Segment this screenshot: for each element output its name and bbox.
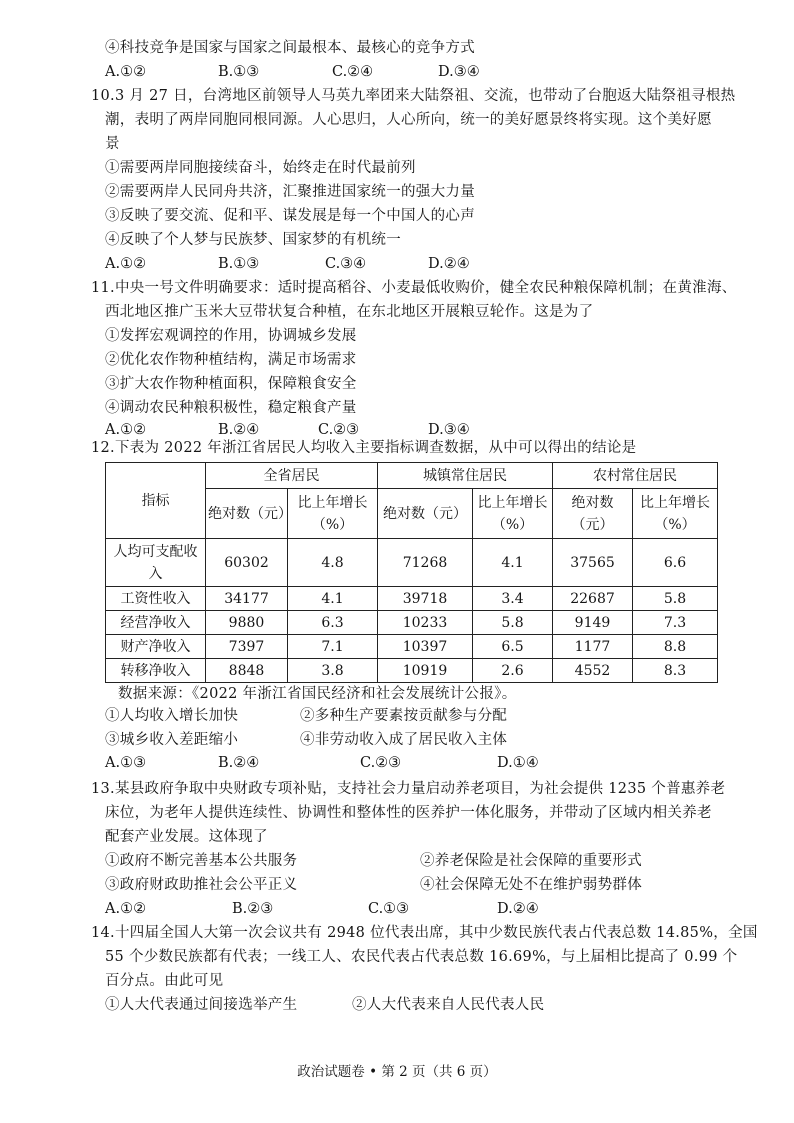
q11-item-1: ①发挥宏观调控的作用，协调城乡发展 (105, 328, 357, 344)
table-cell: 1177 (553, 635, 633, 659)
q14-item-2: ②人大代表来自人民代表人民 (352, 997, 545, 1013)
table-cell: 4.1 (473, 539, 553, 587)
table-cell: 5.8 (633, 587, 718, 611)
table-cell: 6.5 (473, 635, 553, 659)
table-cell: 7.3 (633, 611, 718, 635)
table-cell: 7.1 (288, 635, 378, 659)
table-group-urban: 城镇常住居民 (378, 463, 553, 489)
q14-stem-line-1: 14.十四届全国人大第一次会议共有 2948 位代表出席，其中少数民族代表占代表总数 14.85%，全国 (91, 925, 758, 941)
q11-option-c: C.②③ (318, 422, 360, 438)
q10-stem-line-2: 潮，表明了两岸同胞同根同源。人心思归，人心所向，统一的美好愿景终将实现。这个美好愿 (105, 112, 712, 128)
table-cell: 60302 (206, 539, 288, 587)
table-subheader: 绝对数（元） (378, 489, 473, 539)
table-subheader: 绝对数（元） (206, 489, 288, 539)
q11-stem-line-2: 西北地区推广玉米大豆带状复合种植，在东北地区开展粮豆轮作。这是为了 (105, 304, 594, 320)
q13-option-c: C.①③ (368, 901, 410, 917)
table-subheader: 比上年增长（%） (288, 489, 378, 539)
row-label: 人均可支配收入 (106, 539, 206, 587)
table-cell: 8.8 (633, 635, 718, 659)
q9-option-c: C.②④ (332, 64, 374, 80)
income-table (105, 462, 718, 683)
q10-option-d: D.②④ (428, 256, 470, 272)
page-footer: 政治试题卷 • 第 2 页（共 6 页） (297, 1064, 497, 1080)
q12-option-a: A.①③ (105, 755, 147, 771)
q9-item-4: ④科技竞争是国家与国家之间最根本、最核心的竞争方式 (105, 40, 475, 56)
q14-stem-line-3: 百分点。由此可见 (105, 973, 224, 989)
q13-stem-line-3: 配套产业发展。这体现了 (105, 829, 268, 845)
q11-item-4: ④调动农民种粮积极性，稳定粮食产量 (105, 400, 357, 416)
row-label: 转移净收入 (106, 659, 206, 683)
table-cell: 8.3 (633, 659, 718, 683)
table-cell: 34177 (206, 587, 288, 611)
table-row (106, 635, 718, 659)
q11-option-b: B.②④ (218, 422, 260, 438)
q13-item-3: ③政府财政助推社会公平正义 (105, 877, 298, 893)
table-cell: 7397 (206, 635, 288, 659)
q9-option-b: B.①③ (218, 64, 260, 80)
table-cell: 37565 (553, 539, 633, 587)
q9-option-d: D.③④ (438, 64, 480, 80)
table-cell: 4.1 (288, 587, 378, 611)
table-row (106, 659, 718, 683)
row-label: 工资性收入 (106, 587, 206, 611)
q9-option-a: A.①② (105, 64, 147, 80)
table-cell: 9880 (206, 611, 288, 635)
row-label: 经营净收入 (106, 611, 206, 635)
q12-item-1: ①人均收入增长加快 (105, 708, 239, 724)
q11-item-2: ②优化农作物种植结构，满足市场需求 (105, 352, 357, 368)
q13-option-b: B.②③ (232, 901, 274, 917)
q12-option-d: D.①④ (497, 755, 539, 771)
q12-option-c: C.②③ (360, 755, 402, 771)
q10-item-4: ④反映了个人梦与民族梦、国家梦的有机统一 (105, 232, 401, 248)
q10-option-b: B.①③ (218, 256, 260, 272)
q13-item-2: ②养老保险是社会保障的重要形式 (420, 853, 642, 869)
table-group-province: 全省居民 (206, 463, 378, 489)
table-corner-header: 指标 (106, 463, 206, 539)
q10-item-3: ③反映了要交流、促和平、谋发展是每一个中国人的心声 (105, 208, 475, 224)
q13-stem-line-1: 13.某县政府争取中央财政专项补贴，支持社会力量启动养老项目，为社会提供 1235 个普惠养老 (91, 781, 726, 797)
table-cell: 10397 (378, 635, 473, 659)
q13-stem-line-2: 床位，为老年人提供连续性、协调性和整体性的医养护一体化服务，并带动了区域内相关养老 (105, 805, 712, 821)
q10-option-c: C.③④ (325, 256, 367, 272)
table-cell: 6.6 (633, 539, 718, 587)
table-cell: 22687 (553, 587, 633, 611)
table-cell: 39718 (378, 587, 473, 611)
table-source: 数据来源：《2022 年浙江省国民经济和社会发展统计公报》。 (118, 686, 517, 702)
table-row (106, 539, 718, 587)
q11-option-d: D.③④ (428, 422, 470, 438)
q13-option-d: D.②④ (497, 901, 539, 917)
q12-stem: 12.下表为 2022 年浙江省居民人均收入主要指标调查数据，从中可以得出的结论是 (91, 440, 637, 456)
q10-stem-line-1: 10.3 月 27 日，台湾地区前领导人马英九率团来大陆祭祖、交流，也带动了台胞返大陆祭祖寻根热 (91, 88, 736, 104)
q14-item-1: ①人大代表通过间接选举产生 (105, 997, 298, 1013)
table-cell: 3.4 (473, 587, 553, 611)
q10-item-1: ①需要两岸同胞接续奋斗，始终走在时代最前列 (105, 160, 416, 176)
table-subheader: 绝对数（元） (553, 489, 633, 539)
table-cell: 4552 (553, 659, 633, 683)
table-row (106, 611, 718, 635)
table-cell: 9149 (553, 611, 633, 635)
q13-item-4: ④社会保障无处不在维护弱势群体 (420, 877, 642, 893)
table-cell: 2.6 (473, 659, 553, 683)
table-cell: 3.8 (288, 659, 378, 683)
table-cell: 6.3 (288, 611, 378, 635)
table-subheader: 比上年增长（%） (633, 489, 718, 539)
table-cell: 10919 (378, 659, 473, 683)
q12-item-3: ③城乡收入差距缩小 (105, 732, 239, 748)
q12-option-b: B.②④ (218, 755, 260, 771)
q13-item-1: ①政府不断完善基本公共服务 (105, 853, 298, 869)
table-group-rural: 农村常住居民 (553, 463, 718, 489)
q14-stem-line-2: 55 个少数民族都有代表；一线工人、农民代表占代表总数 16.69%，与上届相比提高了 0.99 个 (105, 949, 738, 965)
q13-option-a: A.①② (105, 901, 147, 917)
q11-option-a: A.①② (105, 422, 147, 438)
q11-item-3: ③扩大农作物种植面积，保障粮食安全 (105, 376, 357, 392)
table-subheader: 比上年增长（%） (473, 489, 553, 539)
q12-item-4: ④非劳动收入成了居民收入主体 (300, 732, 508, 748)
table-cell: 71268 (378, 539, 473, 587)
table-cell: 10233 (378, 611, 473, 635)
table-cell: 5.8 (473, 611, 553, 635)
q10-item-2: ②需要两岸人民同舟共济，汇聚推进国家统一的强大力量 (105, 184, 475, 200)
table-cell: 8848 (206, 659, 288, 683)
q10-option-a: A.①② (105, 256, 147, 272)
q12-item-2: ②多种生产要素按贡献参与分配 (300, 708, 508, 724)
q11-stem-line-1: 11.中央一号文件明确要求：适时提高稻谷、小麦最低收购价，健全农民种粮保障机制；在黄淮海、 (91, 280, 737, 296)
table-cell: 4.8 (288, 539, 378, 587)
row-label: 财产净收入 (106, 635, 206, 659)
q10-stem-line-3: 景 (105, 136, 120, 152)
table-row (106, 587, 718, 611)
